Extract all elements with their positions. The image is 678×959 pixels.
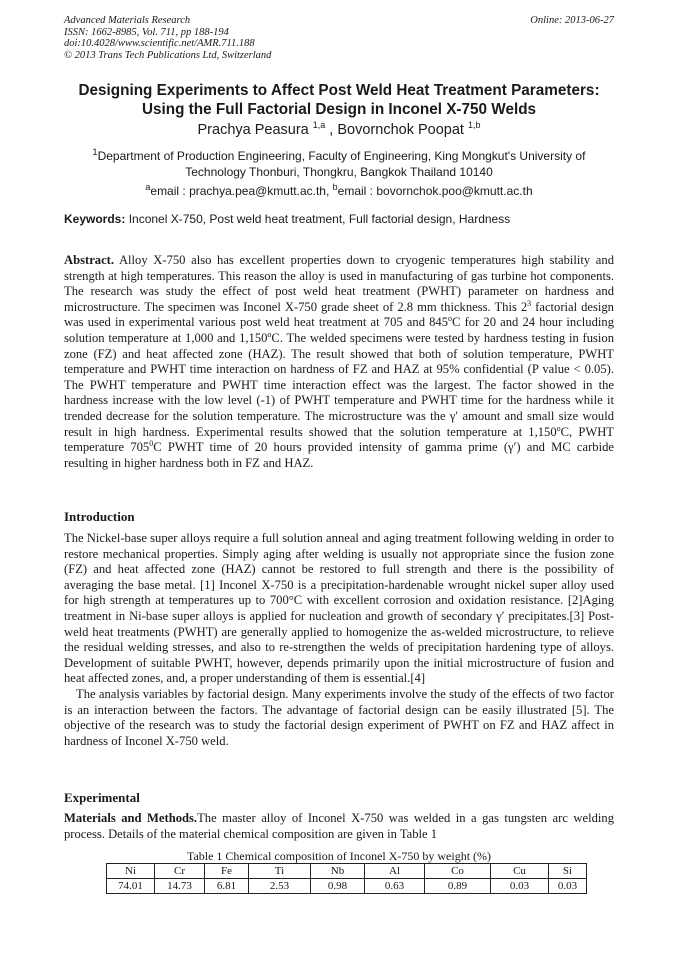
journal-name: Advanced Materials Research: [64, 15, 191, 26]
email-line: [40, 184, 638, 198]
abstract-sup-3: 3: [527, 298, 532, 308]
methods-label: Materials and Methods.: [64, 811, 198, 825]
author-1: Prachya Peasura: [197, 122, 309, 138]
abstract-sup-o2: o: [267, 329, 272, 339]
table-cell: 74.01: [107, 879, 155, 894]
author-2: Bovornchok Poopat: [337, 122, 464, 138]
abstract-text-6: C PWHT time of 20 hours provided intensity of gamma prime (γ′) and MC carbide resulting in higher hardness both in FZ and HAZ.: [64, 440, 614, 470]
materials-methods: [64, 811, 614, 842]
table-cell: 6.81: [205, 879, 249, 894]
abstract-text-4: C. The welded specimens were tested by hardness testing in fusion zone (FZ) and heat affected zone (HAZ). The result showed that both of solution temperature, PWHT temperature and PWHT time interaction on hardness of FZ and HAZ at 95% confidential (P value < 0.05). The PWHT temperature and PWHT time interaction effect was the largest. The factor showed in the hardness increase with the low level (-1) of PWHT temperature and PWHT time for the hardness while it trended decrease for the solution temperature. The microstructure was the γ′ amount and small size would result in high hardness. Experimental results showed that the solution temperature at 1,150: [64, 330, 615, 439]
abstract-label: Abstract.: [64, 253, 115, 267]
table-header-cell: Nb: [311, 864, 365, 879]
table-cell: 14.73: [155, 879, 205, 894]
journal-header: [64, 15, 271, 61]
abstract-text-1: Alloy X-750 also has excellent properties down to cryogenic temperatures high stability and strength at high temperatures. This reason the alloy is used in manufacturing of gas turbine hot components. The research was study the effect of post weld heat treatment (PWHT) parameter on hardness and microstructure. The specimen was Inconel X-750 grade sheet of 2.8 mm thickness. This 2: [64, 253, 614, 314]
table-cell: 2.53: [249, 879, 311, 894]
copyright-line: © 2013 Trans Tech Publications Ltd, Switzerland: [64, 49, 272, 61]
table-cell: 0.98: [311, 879, 365, 894]
introduction-heading: Introduction: [64, 509, 135, 524]
issn-line: ISSN: 1662-8985, Vol. 711, pp 188-194: [64, 26, 229, 38]
abstract-sup-o1: o: [448, 314, 453, 324]
table-header-cell: Co: [425, 864, 491, 879]
introduction-body: [64, 531, 614, 749]
table-cell: 0.89: [425, 879, 491, 894]
keywords-label: Keywords:: [64, 212, 126, 226]
table-header-cell: Si: [549, 864, 587, 879]
table-row: [107, 879, 587, 894]
table-cell: 0.63: [365, 879, 425, 894]
table-header-cell: Al: [365, 864, 425, 879]
table-header-cell: Ti: [249, 864, 311, 879]
author-2-affil: 1,b: [467, 120, 481, 131]
doi-line: doi:10.4028/www.scientific.net/AMR.711.188: [64, 38, 255, 49]
affiliation-line-2: Technology Thonburi, Thongkru, Bangkok Thailand 10140: [185, 165, 493, 179]
title-line-2: Using the Full Factorial Design in Inconel X-750 Welds: [141, 101, 537, 118]
author-separator: ,: [325, 122, 338, 138]
table-caption: Table 1 Chemical composition of Inconel X-750 by weight (%): [186, 849, 492, 863]
keywords-text: Inconel X-750, Post weld heat treatment, Full factorial design, Hardness: [125, 212, 511, 226]
author-1-affil: 1,a: [312, 120, 326, 131]
email-a-marker: a: [145, 182, 151, 192]
title-line-1: Designing Experiments to Affect Post Weld Heat Treatment Parameters:: [78, 82, 600, 99]
table-header-cell: Fe: [205, 864, 249, 879]
abstract-text-3: C for 20 and 24 hour including solution temperature at 1,000 and 1,150: [64, 315, 614, 345]
table-cell: 0.03: [549, 879, 587, 894]
affiliation-number: 1: [92, 147, 98, 157]
online-date: Online: 2013-06-27: [530, 15, 614, 26]
composition-table: [106, 863, 587, 894]
experimental-heading: Experimental: [64, 790, 140, 805]
abstract-text-5: C, PWHT temperature 705: [64, 424, 615, 455]
email-b-marker: b: [332, 182, 338, 192]
intro-paragraph-2: The analysis variables by factorial design. Many experiments involve the study of the effects of two factor is an interaction between the factors. The advantage of factorial design can be easily illustrated [5]. The objective of the research was to study the factorial design experiment of PWHT on FZ and HAZ affect in hardness of Inconel X-750 weld.: [64, 686, 614, 748]
table-cell: 0.03: [491, 879, 549, 894]
affiliation: [60, 148, 618, 180]
email-b: email : bovornchok.poo@kmutt.ac.th: [337, 184, 533, 198]
table-header-cell: Cr: [155, 864, 205, 879]
email-a: email : prachya.pea@kmutt.ac.th,: [150, 184, 333, 198]
methods-text: The master alloy of Inconel X-750 was welded in a gas tungsten arc welding process. Details of the material chemical composition are given in Table 1: [64, 811, 614, 841]
abstract-text-2: factorial design was used in experimental various post weld heat treatment at 705 and 845: [64, 299, 614, 330]
keywords: [64, 212, 624, 226]
authors: [40, 122, 638, 138]
abstract-sup-o3: o: [556, 423, 561, 433]
intro-paragraph-1: The Nickel-base super alloys require a full solution anneal and aging treatment following welding in order to restore mechanical properties. Simply aging after welding is usually not appropriate since the fusion zone (FZ) and heat affected zone (HAZ) cannot be restored to full strength and there is the possibility of averaging the base metal. [1] Inconel X-750 is a precipitation-hardenable wrought nickel super alloy used for high strength at temperatures up to 700°C with excellent corrosion and oxidation resistance. [2]Aging treatment in Ni-base super alloys is applied for nucleation and growth of secondary γ′ precipitates.[3] Post-weld heat treatments (PWHT) are generally applied to homogenize the as-welded microstructure, to relieve the residual welding stresses, and also to re-strengthen the welds of precipitation hardening type of alloys. Development of suitable PWHT, however, depends primarily upon the initial microstructure of fusion and heat affected zones, and, a proper understanding of them is essential.[4]: [64, 531, 614, 686]
table-header-cell: Cu: [491, 864, 549, 879]
table-header-cell: Ni: [107, 864, 155, 879]
table-header-row: [107, 864, 587, 879]
paper-title: [40, 81, 638, 119]
abstract-sup-0: 0: [149, 438, 154, 448]
affiliation-line-1: Department of Production Engineering, Faculty of Engineering, King Mongkut's University of: [97, 149, 586, 163]
abstract: [64, 253, 614, 471]
